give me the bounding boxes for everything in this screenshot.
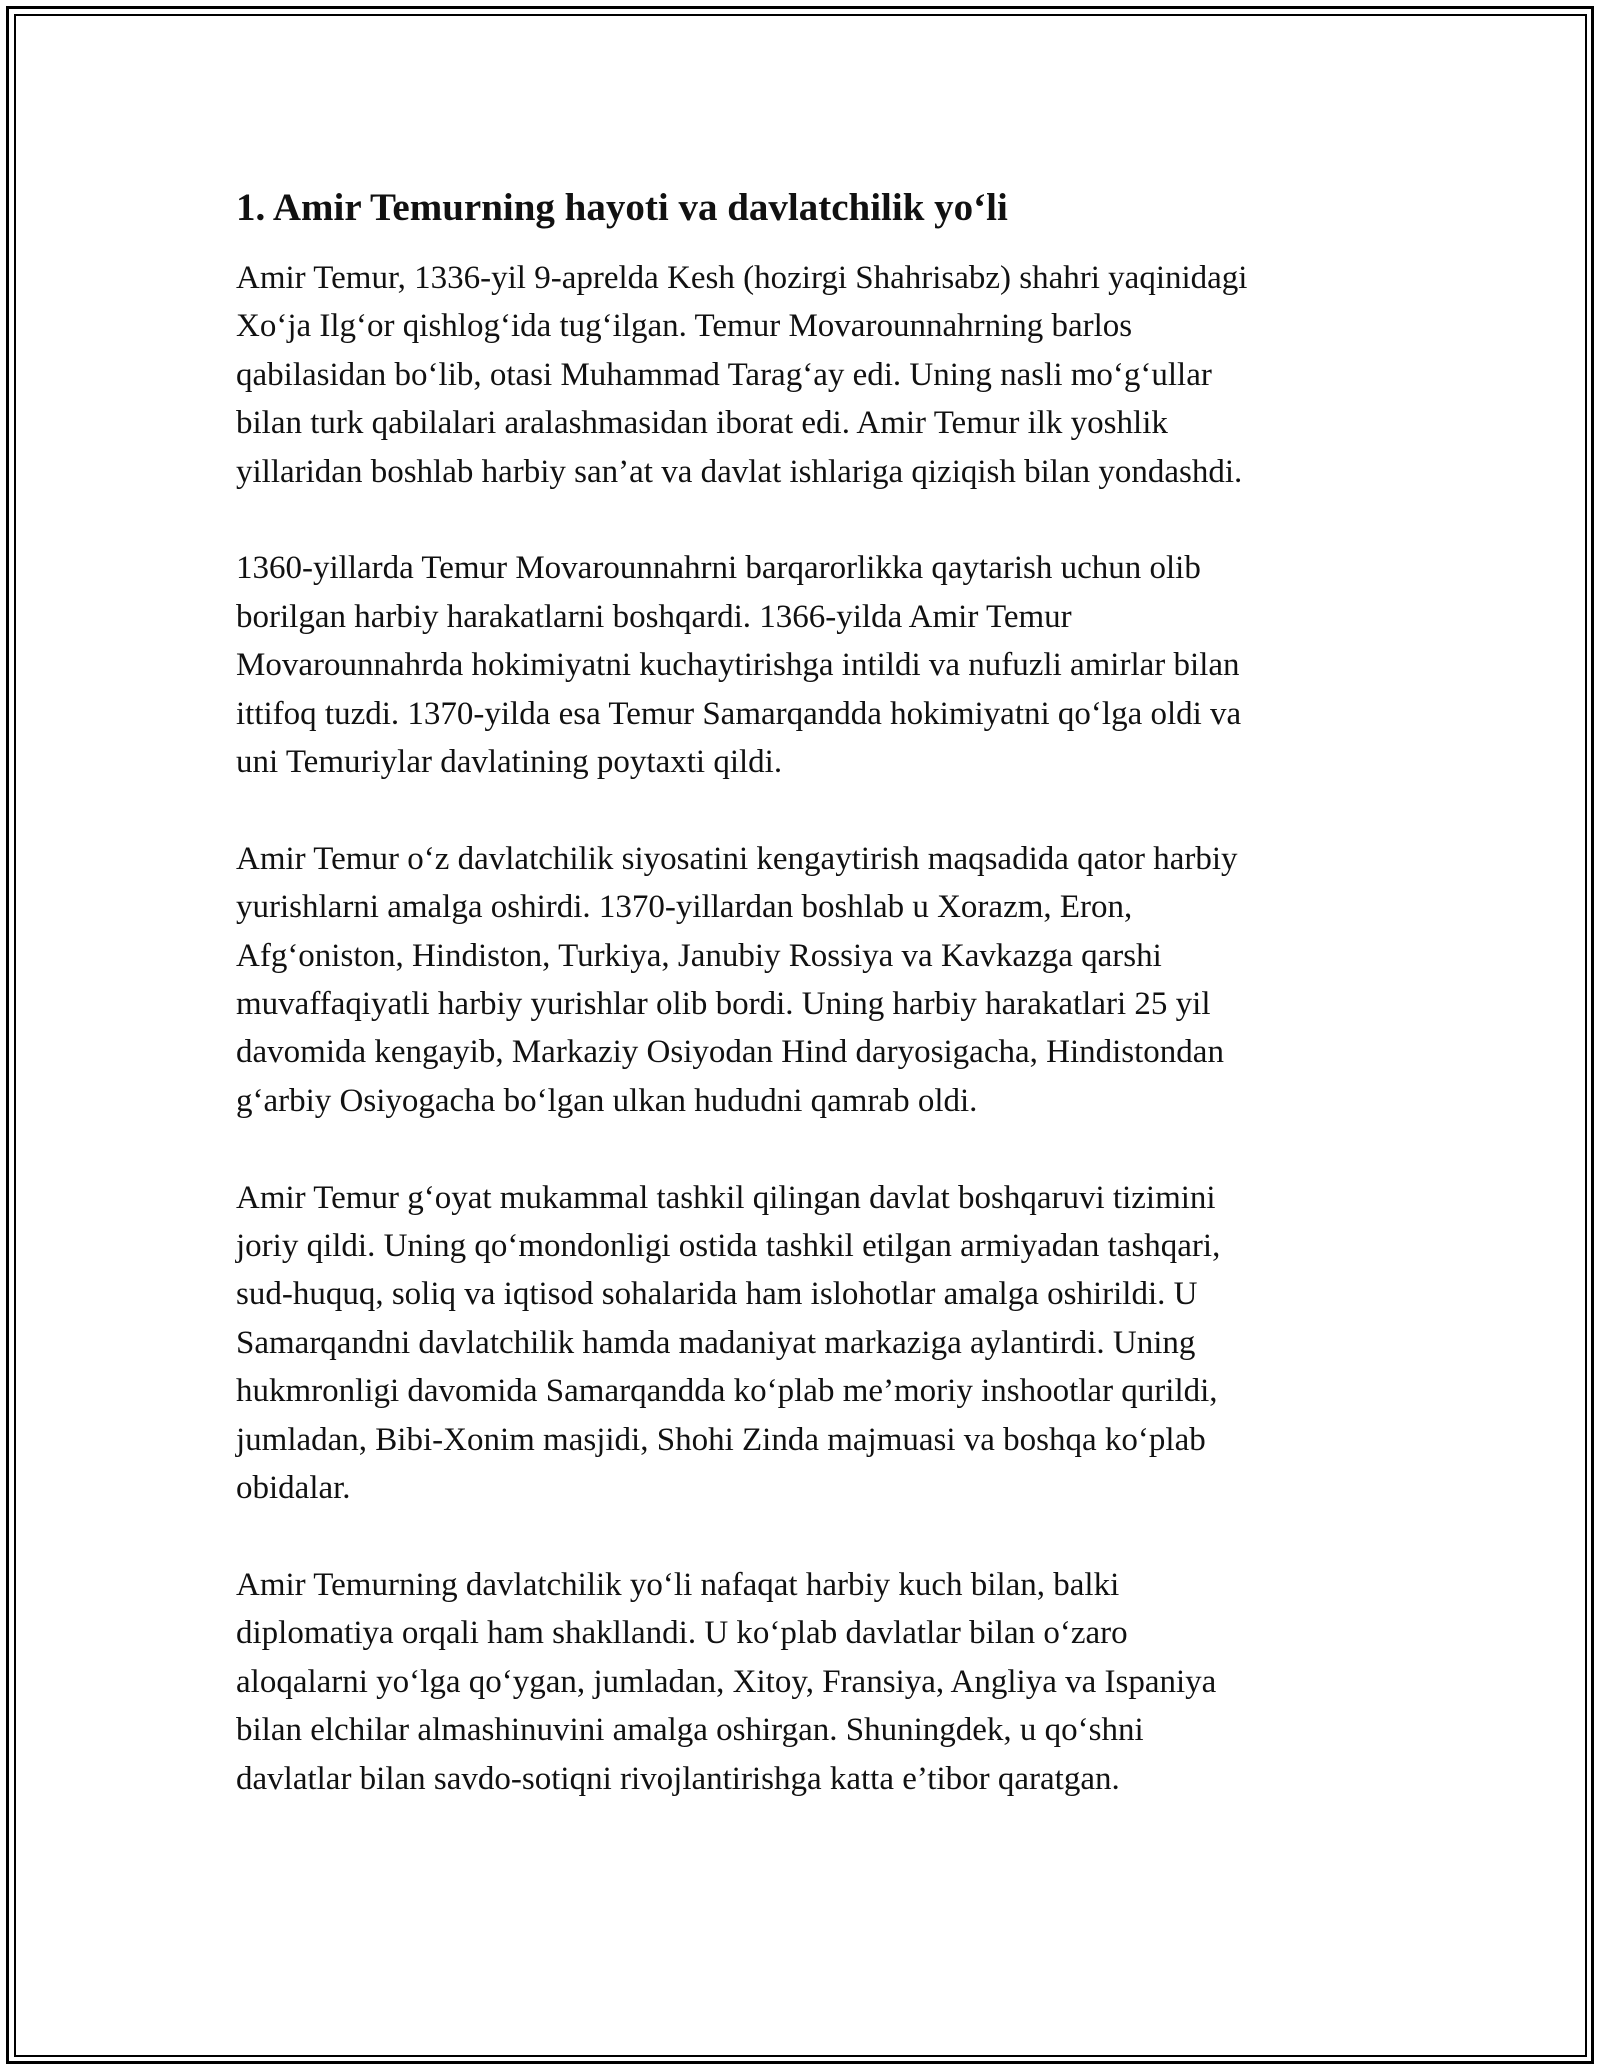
text-line: Afg‘oniston, Hindiston, Turkiya, Janubiy Rossiya va Kavkazga qarshi [236,937,1162,974]
text-line: Xo‘ja Ilg‘or qishlog‘ida tug‘ilgan. Temur Movarounnahrning barlos [236,308,1133,345]
text-line: Movarounnahrda hokimiyatni kuchaytirishga intildi va nufuzli amirlar bilan [236,647,1240,684]
text-line: davlatlar bilan savdo-sotiqni rivojlantirishga katta e’tibor qaratgan. [236,1760,1120,1797]
text-line: diplomatiya orqali ham shakllandi. U ko‘plab davlatlar bilan o‘zaro [236,1615,1128,1652]
text-line: muvaffaqiyatli harbiy yurishlar olib bordi. Uning harbiy harakatlari 25 yil [236,986,1211,1023]
text-line: g‘arbiy Osiyogacha bo‘lgan ulkan hududni qamrab oldi. [236,1082,978,1119]
text-line: 1360-yillarda Temur Movarounnahrni barqarorlikka qaytarish uchun olib [236,550,1201,587]
document-title: 1. Amir Temurning hayoti va davlatchilik yo‘li [236,186,1008,229]
text-line: bilan turk qabilalari aralashmasidan iborat edi. Amir Temur ilk yoshlik [236,405,1168,442]
text-line: jumladan, Bibi-Xonim masjidi, Shohi Zinda majmuasi va boshqa ko‘plab [236,1421,1206,1458]
text-line: yurishlarni amalga oshirdi. 1370-yillardan boshlab u Xorazm, Eron, [236,889,1133,926]
text-line: aloqalarni yo‘lga qo‘ygan, jumladan, Xitoy, Fransiya, Angliya va Ispaniya [236,1663,1217,1700]
text-line: obidalar. [236,1470,351,1507]
text-line: qabilasidan bo‘lib, otasi Muhammad Tarag‘ay edi. Uning nasli mo‘g‘ullar [236,356,1212,393]
paragraph-rise-to-power [236,544,1386,786]
paragraph-diplomacy [236,1561,1386,1803]
document-body [236,184,1386,1851]
text-line: Samarqandni davlatchilik hamda madaniyat markaziga aylantirdi. Uning [236,1324,1196,1361]
text-line: sud-huquq, soliq va iqtisod sohalarida ham islohotlar amalga oshirildi. U [236,1276,1198,1313]
text-line: Amir Temur o‘z davlatchilik siyosatini kengaytirish maqsadida qator harbiy [236,840,1238,877]
text-line: ittifoq tuzdi. 1370-yilda esa Temur Samarqandda hokimiyatni qo‘lga oldi va [236,695,1242,732]
text-line: Amir Temur g‘oyat mukammal tashkil qilingan davlat boshqaruvi tizimini [236,1179,1216,1216]
text-line: uni Temuriylar davlatining poytaxti qildi. [236,744,783,781]
text-line: yillaridan boshlab harbiy san’at va davlat ishlariga qiziqish bilan yondashdi. [236,453,1243,490]
text-line: davomida kengayib, Markaziy Osiyodan Hind daryosigacha, Hindistondan [236,1034,1224,1071]
text-line: borilgan harbiy harakatlarni boshqardi. 1366-yilda Amir Temur [236,598,1072,635]
text-line: Amir Temurning davlatchilik yo‘li nafaqat harbiy kuch bilan, balki [236,1566,1120,1603]
paragraph-governance [236,1174,1386,1513]
paragraph-early-life [236,254,1386,496]
text-line: hukmronligi davomida Samarqandda ko‘plab me’moriy inshootlar qurildi, [236,1373,1218,1410]
text-line: joriy qildi. Uning qo‘mondonligi ostida tashkil etilgan armiyadan tashqari, [236,1228,1221,1265]
text-line: Amir Temur, 1336-yil 9-aprelda Kesh (hozirgi Shahrisabz) shahri yaqinidagi [236,260,1248,296]
text-line: bilan elchilar almashinuvini amalga oshirgan. Shuningdek, u qo‘shni [236,1712,1144,1749]
paragraph-military-campaigns [236,835,1386,1125]
